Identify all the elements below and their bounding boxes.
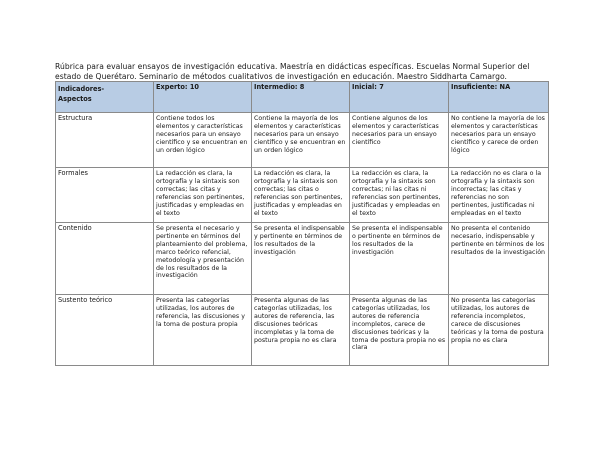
row-criterion: Contenido	[56, 223, 154, 295]
row-criterion: Estructura	[56, 113, 154, 168]
table-cell: No contiene la mayoría de los elementos y características necesarios para un ensayo científico y carece de orden lógico	[449, 113, 549, 168]
row-criterion: Formales	[56, 168, 154, 223]
header-level-insufficient: Insuficiente: NA	[449, 82, 549, 113]
table-cell: Presenta las categorías utilizadas, los autores de referencia, las discusiones y la toma de postura propia	[154, 295, 252, 366]
table-row	[56, 295, 549, 366]
table-cell: No presenta las categorías utilizadas, los autores de referencia incompletos, carece de discusiones teóricas y la toma de postura propia no es clara	[449, 295, 549, 366]
table-row	[56, 223, 549, 295]
table-cell: La redacción es clara, la ortografía y la sintaxis son correctas; ni las citas ni referencias son pertinentes, justificadas y empleadas en el texto	[350, 168, 449, 223]
table-cell: La redacción no es clara o la ortografía y la sintaxis son incorrectas; las citas y referencias no son pertinentes, justificadas ni empleadas en el texto	[449, 168, 549, 223]
table-cell: No presenta el contenido necesario, indispensable y pertinente en términos de los resultados de la investigación	[449, 223, 549, 295]
header-row	[56, 82, 549, 113]
header-level-intermediate: Intermedio: 8	[252, 82, 350, 113]
table-cell: Se presenta el indispensable y pertinente en términos de los resultados de la investigación	[252, 223, 350, 295]
table-row	[56, 168, 549, 223]
table-cell: Contiene todos los elementos y características necesarios para un ensayo científico y se encuentran en un orden lógico	[154, 113, 252, 168]
table-cell: Se presenta el necesario y pertinente en términos del planteamiento del problema, marco teórico refencial, metodología y presentación de los resultados de la investigación	[154, 223, 252, 295]
table-cell: Presenta algunas de las categorías utilizadas, los autores de referencia, las discusiones teóricas incompletas y la toma de postura propia no es clara	[252, 295, 350, 366]
table-cell: La redacción es clara, la ortografía y la sintaxis son correctas; las citas o referencias son pertinentes, justificadas y empleadas en el texto	[252, 168, 350, 223]
row-criterion: Sustento teórico	[56, 295, 154, 366]
table-cell: La redacción es clara, la ortografía y la sintaxis son correctas; las citas y referencias son pertinentes, justificadas y empleadas en el texto	[154, 168, 252, 223]
table-cell: Contiene la mayoría de los elementos y características necesarios para un ensayo científico y se encuentran en un orden lógico	[252, 113, 350, 168]
document-intro: Rúbrica para evaluar ensayos de investigación educativa. Maestría en didácticas específicas. Escuelas Normal Superior del estado de Querétaro. Seminario de métodos cualitativos de investigación en educación. Maestro Siddharta Camargo.	[55, 61, 530, 82]
table-cell: Contiene algunos de los elementos y características necesarios para un ensayo científico	[350, 113, 449, 168]
header-level-initial: Inicial: 7	[350, 82, 449, 113]
table-row	[56, 113, 549, 168]
rubric-table	[55, 81, 549, 366]
header-level-expert: Experto: 10	[154, 82, 252, 113]
header-criteria	[56, 82, 154, 113]
table-cell: Se presenta el indispensable o pertinente en términos de los resultados de la investigación	[350, 223, 449, 295]
header-criteria-line2: Aspectos	[58, 95, 92, 103]
header-criteria-line1: Indicadores-	[58, 85, 105, 93]
table-cell: Presenta algunas de las categorías utilizadas, los autores de referencia incompletos, carece de discusiones teóricas y la toma de postura propia no es clara	[350, 295, 449, 366]
